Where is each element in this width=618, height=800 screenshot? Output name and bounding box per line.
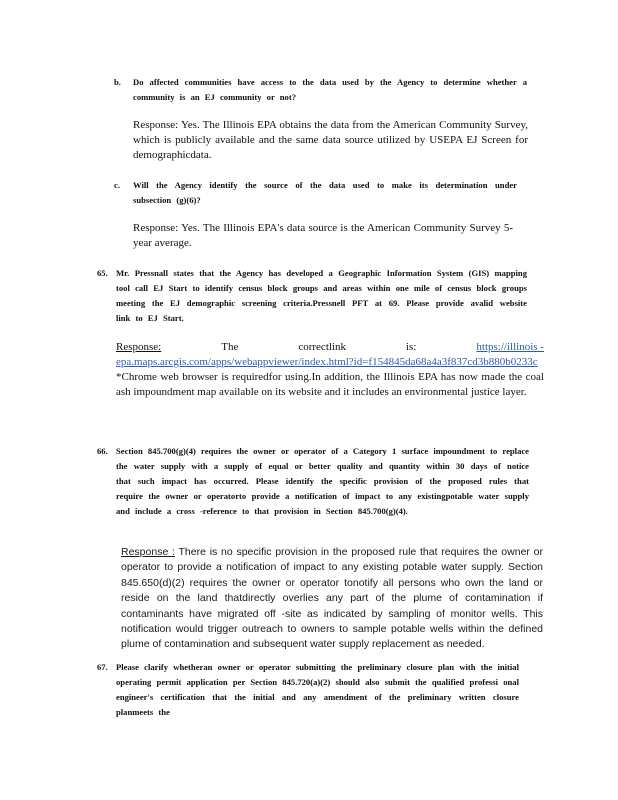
response-66-label: Response : <box>121 546 175 558</box>
item-marker-b: b. <box>114 77 121 87</box>
question-66: Section 845.700(g)(4) requires the owner or operator of a Category 1 surface impoundment to replace the water supply with a supply of equal or better quality and quantity within 30 days of notice that such impact has occurred. Please identify the specific provision of the proposed rules that require the owner or operatorto provide a notification of impact to any existingpotable water supply and include a cross -reference to that provision in Section 845.700(g)(4). <box>116 446 529 516</box>
question-b: Do affected communities have access to the data used by the Agency to determine whether a community is an EJ community or not? <box>133 77 527 102</box>
question-65: Mr. Pressnall states that the Agency has developed a Geographic Information System (GIS) mapping tool call EJ Start to identify census block groups and areas within one mile of census block groups meeting the EJ demographic screening criteria.Pressnell PFT at 69. Please provide avalid website link to EJ Start. <box>116 268 527 323</box>
item-number-67: 67. <box>97 662 108 672</box>
response-65-label: Response: <box>116 341 162 353</box>
response-b <box>133 118 528 163</box>
response-65-link-start[interactable]: https://illinois - <box>476 341 544 353</box>
response-66 <box>121 545 543 653</box>
response-65-correct-link-text: correctlink <box>298 341 346 353</box>
response-c-text: Yes. The Illinois EPA's data source is the American Community Survey 5-year average. <box>133 222 514 249</box>
question-c: Will the Agency identify the source of the data used to make its determination under subsection (g)(6)? <box>133 180 517 205</box>
response-b-label: Response: <box>133 119 179 131</box>
response-65-the: The <box>221 341 239 353</box>
response-65-link[interactable]: epa.maps.arcgis.com/apps/webappviewer/index.html?id=f154845da68a4a3f837cd3b880b0233c <box>116 356 538 368</box>
item-number-65: 65. <box>97 268 108 278</box>
response-b-text: Yes. The Illinois EPA obtains the data from the American Community Survey, which is publicly available and the same data source utilized by USEPA EJ Screen for demographicdata. <box>133 119 528 161</box>
item-marker-c: c. <box>114 180 120 190</box>
response-c-label: Response: <box>133 222 179 234</box>
item-number-66: 66. <box>97 446 108 456</box>
response-65-first-line <box>116 340 544 355</box>
response-65 <box>116 340 544 400</box>
question-67: Please clarify whetheran owner or operator submitting the preliminary closure plan with the initial operating permit application per Section 845.720(a)(2) should also submit the qualified professi onal engineer's certification that the initial and any amendment of the preliminary written closure planmeets the <box>116 662 519 717</box>
response-66-text: There is no specific provision in the proposed rule that requires the owner or operator to provide a notification of impact to any existing potable water supply. Section 845.650(d)(2) requires the owner or operator tonotify all persons who own the land or reside on the land thatdirectly overlies any part of the plume of contamination if contaminants have migrated off -site as indicated by sampling of monitor wells. This notification would trigger outreach to owners to sample potable wells within the defined plume of contamination and subsequent water supply replacement as needed. <box>121 546 543 651</box>
response-65-is: is: <box>406 341 417 353</box>
response-65-text: *Chrome web browser is requiredfor using.In addition, the Illinois EPA has now made the coal ash impoundment map available on its website and it includes an environmental justice layer. <box>116 371 544 398</box>
response-c <box>133 221 513 251</box>
